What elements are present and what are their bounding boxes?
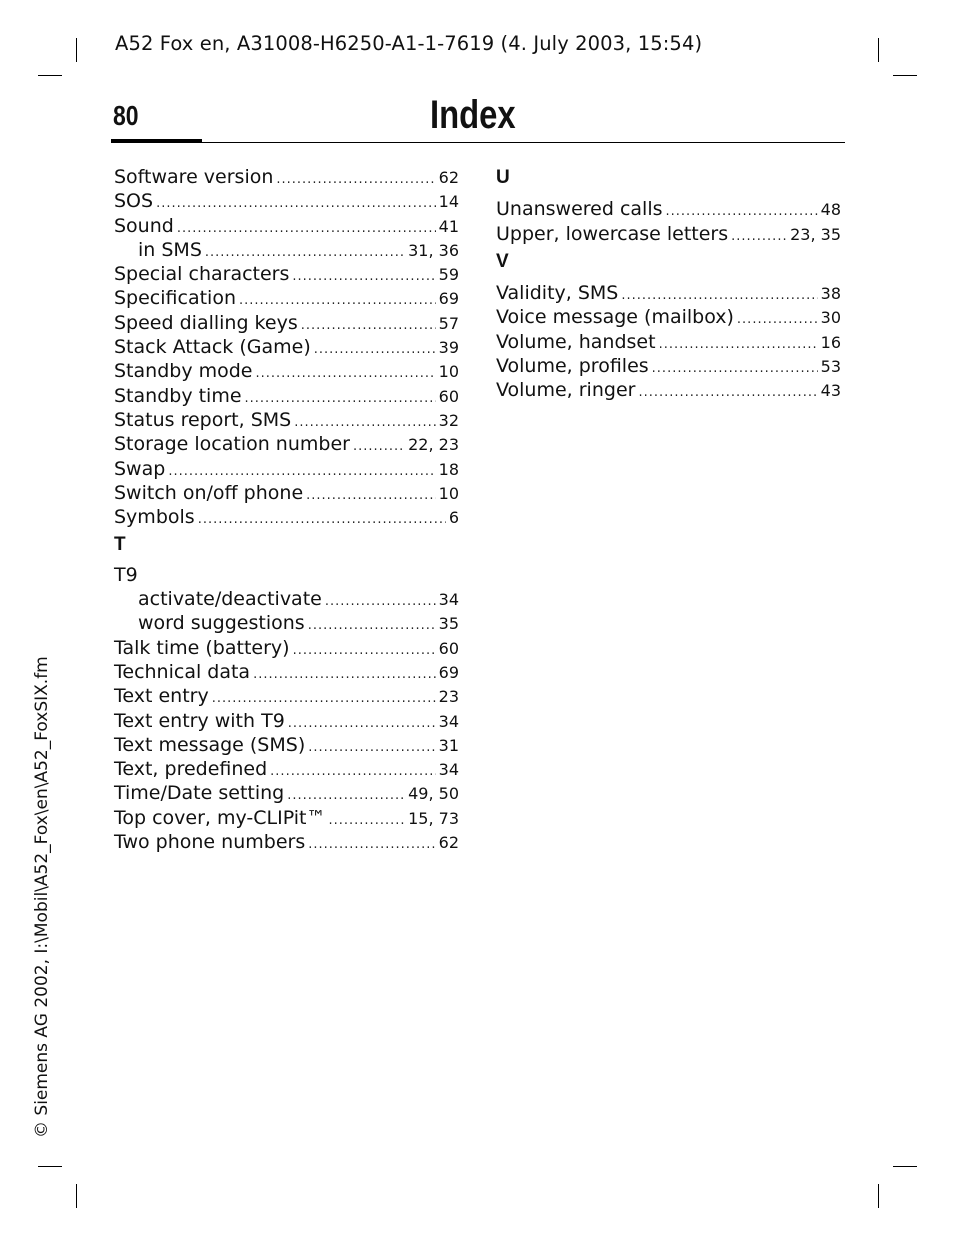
header-thin-rule (202, 142, 845, 143)
index-entry-t9: T9 (114, 563, 138, 586)
index-term: Unanswered calls (496, 198, 663, 221)
index-pages: 30 (820, 308, 841, 328)
index-entry (114, 482, 459, 506)
index-pages: 69 (438, 289, 459, 309)
crop-mark-bottom-left-horizontal (38, 1166, 62, 1167)
crop-mark-top-left-horizontal (38, 75, 62, 76)
index-term: Sound (114, 214, 174, 237)
dot-leader (287, 788, 405, 803)
index-term: Two phone numbers (114, 831, 306, 854)
index-term: Standby mode (114, 360, 253, 383)
index-entry (496, 379, 841, 403)
index-term: Upper, lowercase letters (496, 222, 729, 245)
index-pages: 32 (438, 410, 459, 430)
section-letter-u: U (496, 167, 510, 188)
index-entry (114, 263, 459, 287)
index-term: Status report, SMS (114, 408, 292, 431)
index-entry (114, 409, 459, 433)
index-entry (114, 685, 459, 709)
index-term: Volume, handset (496, 330, 656, 353)
dot-leader (245, 391, 436, 406)
index-pages: 35 (438, 614, 459, 634)
index-pages: 43 (820, 381, 841, 401)
dot-leader (306, 488, 436, 503)
index-pages: 60 (438, 638, 459, 658)
index-term: Stack Attack (Game) (114, 336, 311, 359)
dot-leader (308, 837, 435, 852)
index-entry (114, 710, 459, 734)
dot-leader (156, 196, 436, 211)
index-pages: 69 (438, 662, 459, 682)
index-column-left (114, 166, 459, 855)
crop-mark-bottom-right-vertical (878, 1184, 879, 1208)
dot-leader (308, 618, 436, 633)
index-term: Switch on/off phone (114, 481, 304, 504)
index-pages: 10 (438, 483, 459, 503)
index-pages: 53 (820, 357, 841, 377)
dot-leader (659, 337, 818, 352)
page-number: 80 (113, 100, 139, 131)
index-term: Text message (SMS) (114, 733, 306, 756)
index-entry (114, 312, 459, 336)
index-term: word suggestions (138, 612, 305, 635)
crop-mark-bottom-right-horizontal (893, 1166, 917, 1167)
index-term: SOS (114, 190, 154, 213)
index-pages: 62 (438, 833, 459, 853)
index-pages: 23, 35 (790, 224, 841, 244)
index-subentry (114, 612, 459, 636)
index-pages: 31, 36 (408, 240, 459, 260)
index-pages: 16 (820, 332, 841, 352)
index-pages: 15, 73 (408, 808, 459, 828)
index-pages: 31 (438, 735, 459, 755)
dot-leader (737, 312, 818, 327)
index-term: activate/deactivate (138, 588, 322, 611)
index-subentry (114, 588, 459, 612)
index-term: Talk time (battery) (114, 636, 290, 659)
index-entry (114, 807, 459, 831)
index-entry (114, 831, 459, 855)
index-entry (114, 385, 459, 409)
dot-leader (276, 172, 435, 187)
index-pages: 6 (448, 508, 459, 528)
index-term: Special characters (114, 263, 290, 286)
document-header-line: A52 Fox en, A31008-H6250-A1-1-7619 (4. July 2003, 15:54) (115, 32, 703, 55)
index-term: Storage location number (114, 433, 350, 456)
dot-leader (353, 439, 405, 454)
index-pages: 60 (438, 386, 459, 406)
index-pages: 49, 50 (408, 784, 459, 804)
dot-leader (205, 245, 405, 260)
index-entry (114, 215, 459, 239)
index-pages: 23 (438, 687, 459, 707)
header-thick-rule (111, 139, 202, 143)
index-pages: 62 (438, 168, 459, 187)
dot-leader (212, 691, 436, 706)
dot-leader (270, 764, 435, 779)
index-entry (496, 282, 841, 306)
index-term: Text, predefined (114, 758, 268, 781)
crop-mark-bottom-left-vertical (76, 1184, 77, 1208)
index-pages: 18 (438, 459, 459, 479)
index-term: Specification (114, 287, 236, 310)
dot-leader (308, 740, 435, 755)
index-pages: 14 (438, 192, 459, 212)
dot-leader (253, 667, 436, 682)
dot-leader (666, 204, 818, 219)
index-entry (496, 355, 841, 379)
index-term: Standby time (114, 384, 242, 407)
dot-leader (652, 361, 818, 376)
index-pages: 39 (438, 338, 459, 358)
index-term: Speed dialling keys (114, 311, 298, 334)
index-term: Top cover, my-CLIPit™ (114, 806, 326, 829)
index-entry (496, 331, 841, 355)
spacer (496, 274, 841, 282)
index-term: Volume, profiles (496, 355, 649, 378)
index-entry (496, 223, 841, 247)
index-term: Time/Date setting (114, 782, 285, 805)
dot-leader (621, 288, 817, 303)
index-pages: 59 (438, 265, 459, 285)
index-entry (114, 433, 459, 457)
dot-leader (314, 342, 436, 357)
index-entry (114, 782, 459, 806)
section-letter-t: T (114, 534, 126, 556)
dot-leader (638, 385, 817, 400)
dot-leader (239, 293, 436, 308)
dot-leader (301, 318, 436, 333)
index-pages: 41 (438, 216, 459, 236)
dot-leader (292, 269, 435, 284)
index-pages: 57 (438, 313, 459, 333)
index-entry (114, 287, 459, 311)
index-entry (114, 190, 459, 214)
dot-leader (294, 415, 435, 430)
index-pages: 34 (438, 760, 459, 780)
index-pages: 48 (820, 200, 841, 220)
index-pages: 38 (820, 284, 841, 304)
index-term: Volume, ringer (496, 379, 636, 402)
index-pages: 34 (438, 590, 459, 610)
dot-leader (255, 366, 435, 381)
dot-leader (198, 512, 446, 527)
crop-mark-top-left-vertical (76, 38, 77, 62)
index-term: Software version (114, 166, 274, 188)
dot-leader (731, 229, 787, 244)
dot-leader (288, 716, 436, 731)
index-term: Validity, SMS (496, 282, 619, 305)
crop-mark-top-right-horizontal (893, 75, 917, 76)
section-letter-v: V (496, 250, 509, 272)
index-entry (114, 734, 459, 758)
index-entry (114, 360, 459, 384)
index-term: Technical data (114, 660, 251, 683)
index-term: Text entry with T9 (114, 709, 285, 732)
index-term: Text entry (114, 685, 209, 708)
index-entry (496, 198, 841, 222)
index-term: in SMS (138, 238, 202, 261)
crop-mark-top-right-vertical (878, 38, 879, 62)
dot-leader (293, 643, 436, 658)
index-entry (496, 306, 841, 330)
index-term: Symbols (114, 506, 195, 529)
index-pages: 34 (438, 711, 459, 731)
index-entry (114, 637, 459, 661)
index-entry (114, 506, 459, 530)
index-entry (114, 166, 459, 190)
dot-leader (168, 464, 435, 479)
index-pages: 10 (438, 362, 459, 382)
dot-leader (325, 594, 436, 609)
dot-leader (329, 813, 406, 828)
page-title: Index (430, 93, 516, 137)
index-entry (114, 661, 459, 685)
side-copyright-footer: © Siemens AG 2002, I:\Mobil\A52_Fox\en\A52_FoxSIX.fm (32, 656, 52, 1138)
index-column-right (496, 166, 841, 404)
index-entry (114, 458, 459, 482)
index-entry (114, 758, 459, 782)
index-subentry (114, 239, 459, 263)
dot-leader (177, 221, 436, 236)
spacer (496, 190, 841, 198)
index-term: Voice message (mailbox) (496, 306, 734, 329)
index-entry (114, 336, 459, 360)
index-term: Swap (114, 457, 166, 480)
index-pages: 22, 23 (408, 435, 459, 455)
